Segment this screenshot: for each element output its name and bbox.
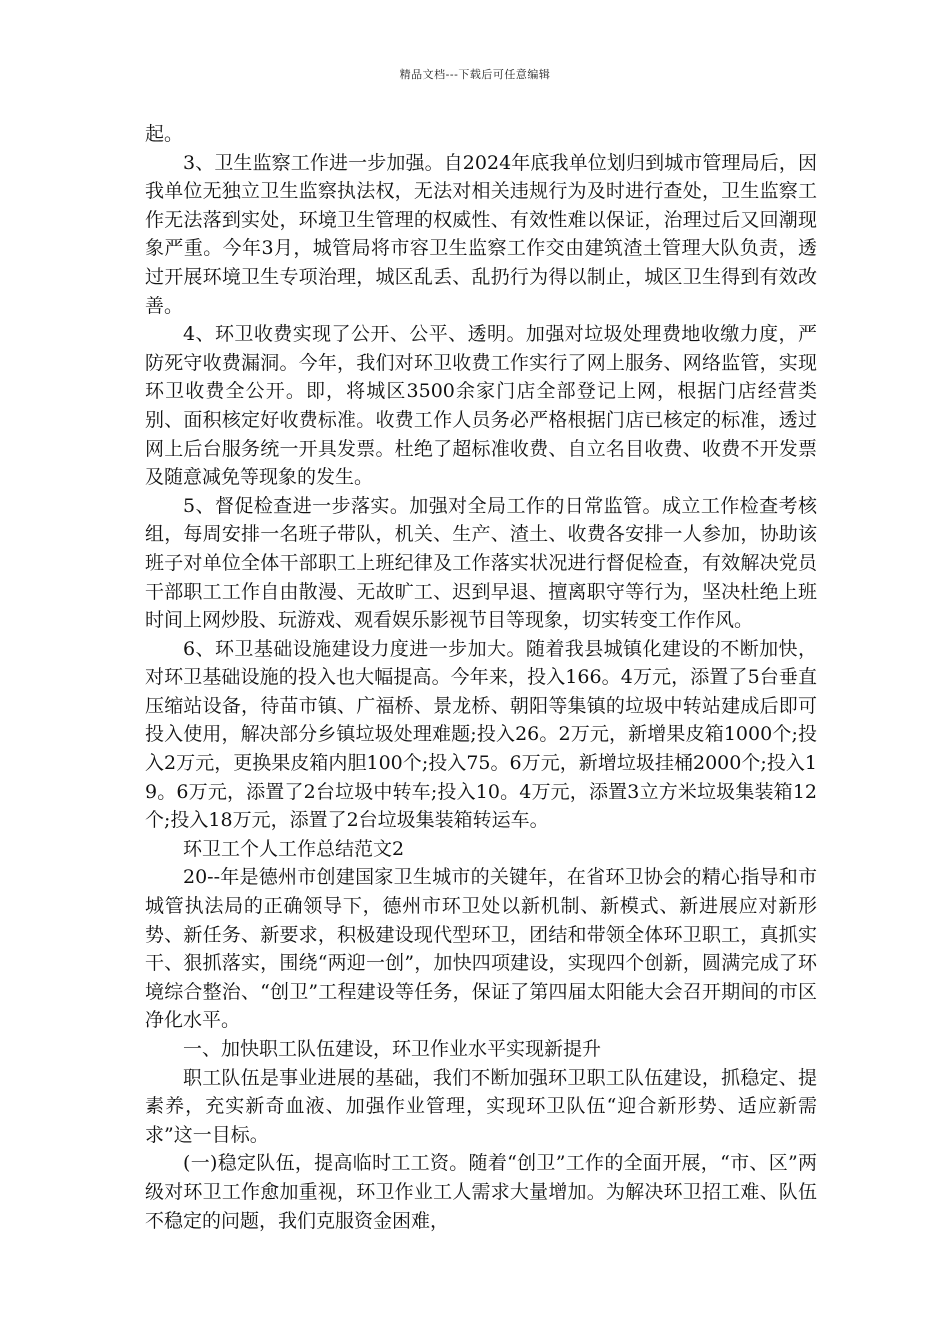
paragraph-stabilize: (一)稳定队伍，提高临时工工资。随着“创卫”工作的全面开展，“市、区”两级对环卫工作愈加重视，环卫作业工人需求大量增加。为解决环卫招工难、队伍不稳定的问题，我们克服资金困难， [145,1152,817,1232]
paragraph-item-6: 6、环卫基础设施建设力度进一步加大。随着我县城镇化建设的不断加快，对环卫基础设施的投入也大幅提高。今年来，投入166。4万元，添置了5台垂直压缩站设备，待苗市镇、广福桥、景龙桥、朝阳等集镇的垃圾中转站建成后即可投入使用，解决部分乡镇垃圾处理难题;投入26。2万元，新增果皮箱1000个;投入2万元，更换果皮箱内胆100个;投入75。6万元，新增垃圾挂桶2000个;投入19。6万元，添置了2台垃圾中转车;投入10。4万元，添置3立方米垃圾集装箱12个;投入18万元，添置了2台垃圾集装箱转运车。 [145,637,817,832]
paragraph-item-4: 4、环卫收费实现了公开、公平、透明。加强对垃圾处理费地收缴力度，严防死守收费漏洞。今年，我们对环卫收费工作实行了网上服务、网络监管，实现环卫收费全公开。即，将城区3500余家门店全部登记上网，根据门店经营类别、面积核定好收费标准。收费工作人员务必严格根据门店已核定的标准，透过网上后台服务统一开具发票。杜绝了超标准收费、自立名目收费、收费不开发票及随意减免等现象的发生。 [145,323,817,489]
paragraph-item-5: 5、督促检查进一步落实。加强对全局工作的日常监管。成立工作检查考核组，每周安排一名班子带队，机关、生产、渣土、收费各安排一人参加，协助该班子对单位全体干部职工上班纪律及工作落实状况进行督促检查，有效解决党员干部职工工作自由散漫、无故旷工、迟到早退、擅离职守等行为，坚决杜绝上班时间上网炒股、玩游戏、观看娱乐影视节目等现象，切实转变工作作风。 [145,494,817,632]
document-body [145,120,817,1235]
paragraph-workforce: 职工队伍是事业进展的基础，我们不断加强环卫职工队伍建设，抓稳定、提素养，充实新奇血液、加强作业管理，实现环卫队伍“迎合新形势、适应新需求”这一目标。 [145,1066,817,1146]
page-header: 精品文档---下载后可任意编辑 [399,68,551,81]
paragraph-intro: 20--年是德州市创建国家卫生城市的关键年，在省环卫协会的精心指导和市城管执法局的正确领导下，德州市环卫处以新机制、新模式、新进展应对新形势、新任务、新要求，积极建设现代型环卫，团结和带领全体环卫职工，真抓实干、狠抓落实，围绕“两迎一创”，加快四项建设，实现四个创新，圆满完成了环境综合整治、“创卫”工程建设等任务，保证了第四届太阳能大会召开期间的市区净化水平。 [145,866,817,1032]
paragraph-item-3: 3、卫生监察工作进一步加强。自2024年底我单位划归到城市管理局后，因我单位无独立卫生监察执法权，无法对相关违规行为及时进行查处，卫生监察工作无法落到实处，环境卫生管理的权威性、有效性难以保证，治理过后又回潮现象严重。今年3月，城管局将市容卫生监察工作交由建筑渣土管理大队负责，透过开展环境卫生专项治理，城区乱丢、乱扔行为得以制止，城区卫生得到有效改善。 [145,151,817,317]
paragraph-continuation: 起。 [145,123,184,145]
section-title: 环卫工个人工作总结范文2 [183,837,405,860]
section-heading-1: 一、加快职工队伍建设，环卫作业水平实现新提升 [183,1038,602,1060]
